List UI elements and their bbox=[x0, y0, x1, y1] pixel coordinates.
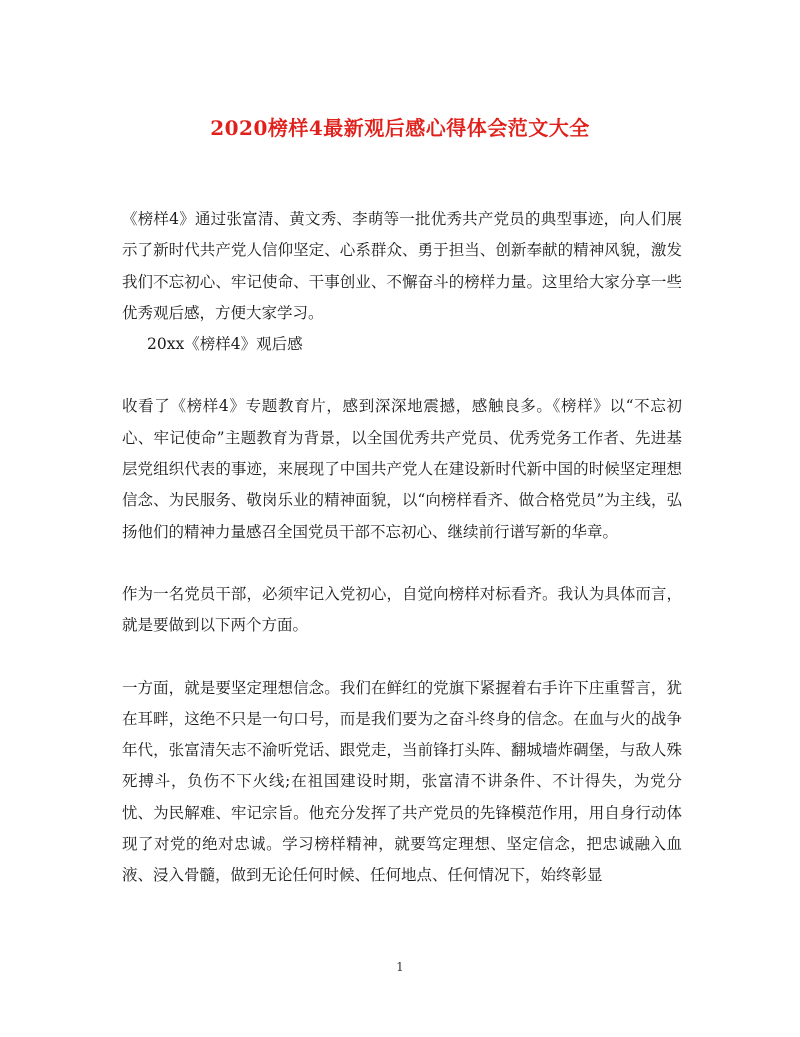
intro-paragraph: 《榜样4》通过张富清、黄文秀、李萌等一批优秀共产党员的典型事迹，向人们展示了新时代共产党人信仰坚定、心系群众、勇于担当、创新奉献的精神风貌，激发我们不忘初心、牢记使命、干事创业、不懈奋斗的榜样力量。这里给大家分享一些优秀观后感，方便大家学习。 bbox=[122, 210, 682, 322]
body-paragraph-3: 一方面，就是要坚定理想信念。我们在鲜红的党旗下紧握着右手许下庄重誓言，犹在耳畔，这绝不只是一句口号，而是我们要为之奋斗终身的信念。在血与火的战争年代，张富清矢志不渝听党话、跟党走，当前锋打头阵、翻城墙炸碉堡，与敌人殊死搏斗，负伤不下火线;在祖国建设时期，张富清不讲条件、不计得失，为党分忧、为民解难、牢记宗旨。他充分发挥了共产党员的先锋模范作用，用自身行动体现了对党的绝对忠诚。学习榜样精神，就要笃定理想、坚定信念，把忠诚融入血液、浸入骨髓，做到无论任何时候、任何地点、任何情况下，始终彰显 bbox=[122, 678, 682, 885]
page-number: 1 bbox=[396, 960, 404, 974]
body-paragraph-2: 作为一名党员干部，必须牢记入党初心，自觉向榜样对标看齐。我认为具体而言，就是要做到以下两个方面。 bbox=[122, 584, 682, 635]
body-paragraph-1: 收看了《榜样4》专题教育片，感到深深地震撼，感触良多。《榜样》以“不忘初心、牢记使命”主题教育为背景，以全国优秀共产党员、优秀党务工作者、先进基层党组织代表的事迹，来展现了中国共产党人在建设新时代新中国的时候坚定理想信念、为民服务、敬岗乐业的精神面貌，以“向榜样看齐、做合格党员”为主线，弘扬他们的精神力量感召全国党员干部不忘初心、继续前行谱写新的华章。 bbox=[122, 397, 682, 541]
section-subtitle: 20xx《榜样4》观后感 bbox=[147, 335, 303, 354]
document-title: 2020榜样4最新观后感心得体会范文大全 bbox=[210, 116, 590, 140]
document-body bbox=[122, 204, 682, 892]
